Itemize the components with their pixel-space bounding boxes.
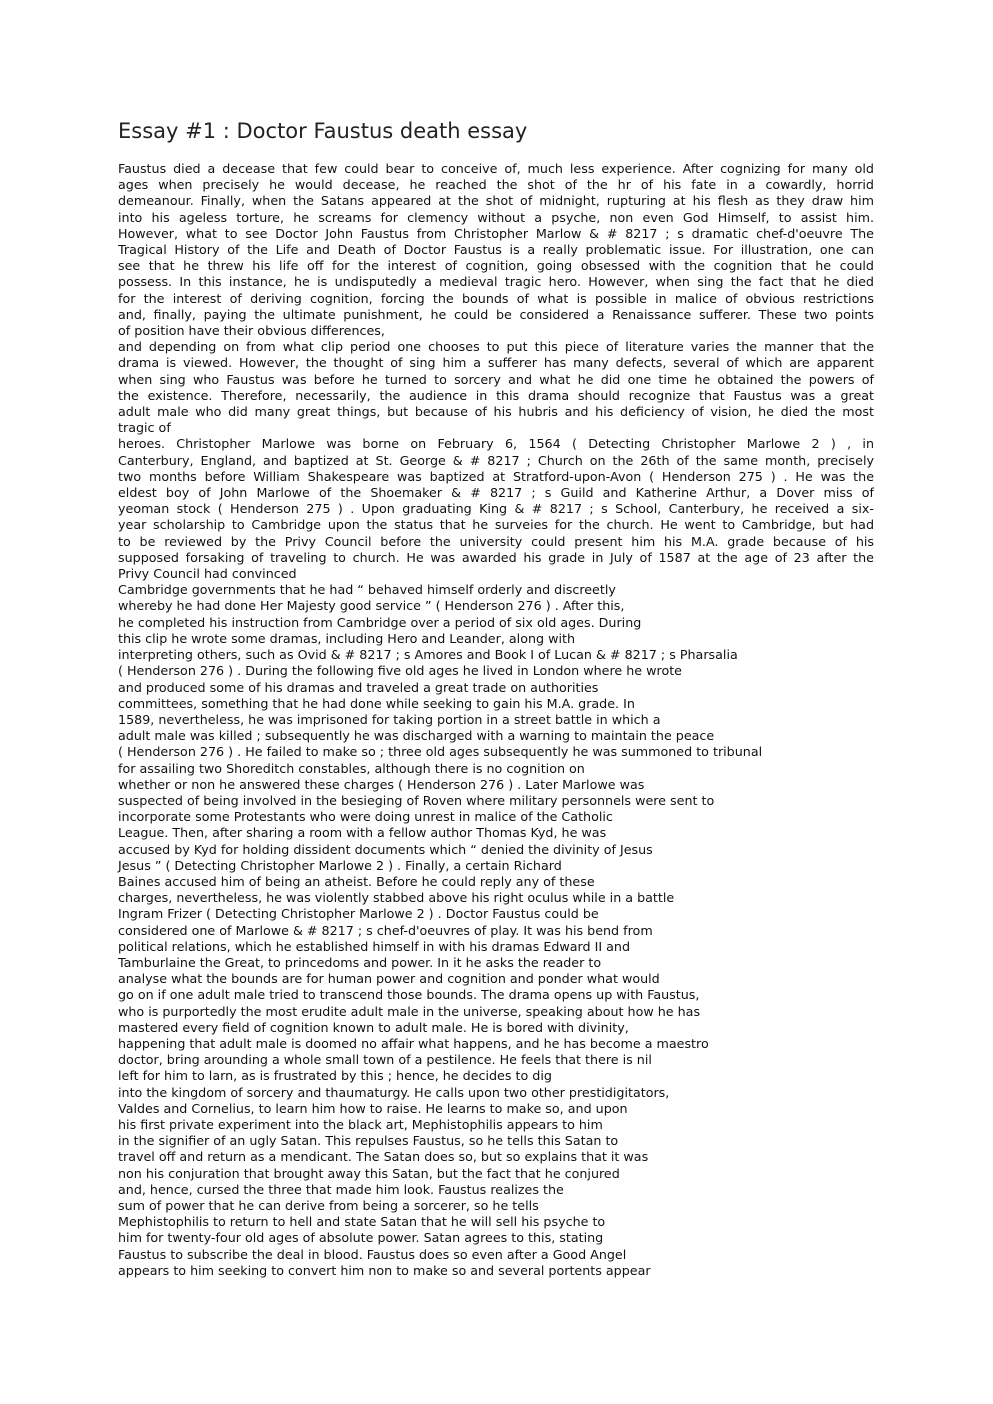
- text-line: Canterbury, England, and baptized at St. George & # 8217 ; Church on the 26th of the same month, precisely: [118, 452, 874, 468]
- text-line: adult male was killed ; subsequently he was discharged with a warning to maintain the peace: [118, 728, 715, 744]
- text-line: interpreting others, such as Ovid & # 8217 ; s Amores and Book I of Lucan & # 8217 ; s Pharsalia: [118, 647, 738, 663]
- text-line: and, hence, cursed the three that made him look. Faustus realizes the: [118, 1181, 564, 1197]
- text-line: yeoman stock ( Henderson 275 ) . Upon graduating King & # 8217 ; s School, Canterbury, he received a six-: [118, 501, 874, 517]
- text-line: who is purportedly the most erudite adult male in the universe, speaking about how he has: [118, 1003, 701, 1019]
- text-line: Faustus to subscribe the deal in blood. Faustus does so even after a Good Angel: [118, 1246, 627, 1262]
- text-line: left for him to larn, as is frustrated by this ; hence, he decides to dig: [118, 1068, 552, 1084]
- text-line: into his ageless torture, he screams for clemency without a psyche, non even God Himself, to assist him.: [118, 209, 874, 225]
- text-line: drama is viewed. However, the thought of sing him a sufferer has many defects, several of which are apparent: [118, 355, 874, 371]
- text-line: eldest boy of John Marlowe of the Shoemaker & # 8217 ; s Guild and Katherine Arthur, a Dover miss of: [118, 485, 874, 501]
- text-line: demeanour. Finally, when the Satans appeared at the shot of midnight, rupturing at his flesh as they draw him: [118, 193, 874, 209]
- text-line: ( Henderson 276 ) . He failed to make so ; three old ages subsequently he was summoned to tribunal: [118, 744, 763, 760]
- text-line: tragic of: [118, 420, 171, 436]
- essay-body: [118, 161, 874, 1279]
- text-line: go on if one adult male tried to transcend those bounds. The drama opens up with Faustus,: [118, 987, 700, 1003]
- text-line: Cambridge governments that he had “ behaved himself orderly and discreetly: [118, 582, 616, 598]
- text-line: political relations, which he established himself in with his dramas Edward II and: [118, 938, 631, 954]
- text-line: Tragical History of the Life and Death of Doctor Faustus is a really problematic issue. For illustration, one can: [118, 242, 874, 258]
- text-line: Ingram Frizer ( Detecting Christopher Marlowe 2 ) . Doctor Faustus could be: [118, 906, 599, 922]
- text-line: doctor, bring arounding a whole small town of a pestilence. He feels that there is nil: [118, 1052, 652, 1068]
- text-line: happening that adult male is doomed no affair what happens, and he has become a maestro: [118, 1035, 709, 1051]
- text-line: accused by Kyd for holding dissident documents which “ denied the divinity of Jesus: [118, 841, 653, 857]
- text-line: heroes. Christopher Marlowe was borne on February 6, 1564 ( Detecting Christopher Marlowe 2 ) , in: [118, 436, 874, 452]
- text-line: non his conjuration that brought away this Satan, but the fact that he conjured: [118, 1165, 620, 1181]
- text-line: Jesus ” ( Detecting Christopher Marlowe 2 ) . Finally, a certain Richard: [118, 857, 562, 873]
- text-line: However, what to see Doctor John Faustus from Christopher Marlow & # 8217 ; s dramatic chef-d'oeuvre The: [118, 225, 874, 241]
- text-line: supposed forsaking of traveling to church. He was awarded his grade in July of 1587 at the age of 23 after the: [118, 549, 874, 565]
- text-line: Mephistophilis to return to hell and state Satan that he will sell his psyche to: [118, 1214, 606, 1230]
- text-line: him for twenty-four old ages of absolute power. Satan agrees to this, stating: [118, 1230, 604, 1246]
- text-line: ages when precisely he would decease, he reached the shot of the hr of his fate in a cowardly, horrid: [118, 177, 874, 193]
- text-line: in the signifier of an ugly Satan. This repulses Faustus, so he tells this Satan to: [118, 1133, 619, 1149]
- text-line: this clip he wrote some dramas, including Hero and Leander, along with: [118, 630, 576, 646]
- text-line: Tamburlaine the Great, to princedoms and power. In it he asks the reader to: [118, 954, 602, 970]
- text-line: when sing who Faustus was before he turned to sorcery and what he did one time he obtained the powers of: [118, 371, 874, 387]
- essay-title: Essay #1 : Doctor Faustus death essay: [118, 119, 528, 143]
- text-line: considered one of Marlowe & # 8217 ; s chef-d'oeuvres of play. It was his bend from: [118, 922, 653, 938]
- text-line: travel off and return as a mendicant. The Satan does so, but so explains that it was: [118, 1149, 649, 1165]
- text-line: to be reviewed by the Privy Council before the university could present him his M.A. grade because of his: [118, 533, 874, 549]
- text-line: two months before William Shakespeare was baptized at Stratford-upon-Avon ( Henderson 275 ) . He was the: [118, 468, 874, 484]
- text-line: of position have their obvious differences,: [118, 323, 385, 339]
- text-line: mastered every field of cognition known to adult male. He is bored with divinity,: [118, 1019, 629, 1035]
- text-line: incorporate some Protestants who were doing unrest in malice of the Catholic: [118, 809, 613, 825]
- text-line: committees, something that he had done while seeking to gain his M.A. grade. In: [118, 695, 635, 711]
- text-line: and produced some of his dramas and traveled a great trade on authorities: [118, 679, 599, 695]
- text-line: for assailing two Shoreditch constables, although there is no cognition on: [118, 760, 585, 776]
- text-line: and depending on from what clip period one chooses to put this piece of literature varies the manner that the: [118, 339, 874, 355]
- text-line: 1589, nevertheless, he was imprisoned for taking portion in a street battle in which a: [118, 711, 661, 727]
- text-line: analyse what the bounds are for human power and cognition and ponder what would: [118, 971, 660, 987]
- text-line: Valdes and Cornelius, to learn him how to raise. He learns to make so, and upon: [118, 1100, 628, 1116]
- text-line: sum of power that he can derive from being a sorcerer, so he tells: [118, 1198, 539, 1213]
- text-line: charges, nevertheless, he was violently stabbed above his right oculus while in a battle: [118, 890, 675, 906]
- text-line: year scholarship to Cambridge upon the status that he surveies for the church. He went to Cambridge, but had: [118, 517, 874, 533]
- text-line: the existence. Therefore, necessarily, the audience in this drama should recognize that Faustus was a great: [118, 387, 874, 403]
- text-line: Privy Council had convinced: [118, 566, 297, 582]
- text-line: into the kingdom of sorcery and thaumaturgy. He calls upon two other prestidigitators,: [118, 1084, 670, 1100]
- text-line: see that he threw his life off for the interest of cognition, going obsessed with the cognition that he could: [118, 258, 874, 274]
- text-line: for the interest of deriving cognition, forcing the bounds of what is possible in malice of obvious restrictions: [118, 290, 874, 306]
- text-line: League. Then, after sharing a room with a fellow author Thomas Kyd, he was: [118, 825, 607, 841]
- text-line: whereby he had done Her Majesty good service ” ( Henderson 276 ) . After this,: [118, 598, 625, 614]
- text-line: Baines accused him of being an atheist. Before he could reply any of these: [118, 873, 595, 889]
- text-line: ( Henderson 276 ) . During the following five old ages he lived in London where he wrote: [118, 663, 682, 679]
- text-line: his first private experiment into the black art, Mephistophilis appears to him: [118, 1116, 603, 1132]
- text-line: he completed his instruction from Cambridge over a period of six old ages. During: [118, 614, 642, 630]
- text-line: possess. In this instance, he is undisputedly a medieval tragic hero. However, when sing the fact that he died: [118, 274, 874, 290]
- text-line: adult male who did many great things, but because of his hubris and his deficiency of vision, he died the most: [118, 404, 874, 420]
- text-line: whether or non he answered these charges ( Henderson 276 ) . Later Marlowe was: [118, 776, 645, 792]
- text-line: appears to him seeking to convert him non to make so and several portents appear: [118, 1262, 651, 1278]
- text-line: suspected of being involved in the besieging of Roven where military personnels were sent to: [118, 792, 715, 808]
- text-line: Faustus died a decease that few could bear to conceive of, much less experience. After cognizing for many old: [118, 161, 874, 176]
- text-line: and, finally, paying the ultimate punishment, he could be considered a Renaissance sufferer. These two points: [118, 306, 874, 322]
